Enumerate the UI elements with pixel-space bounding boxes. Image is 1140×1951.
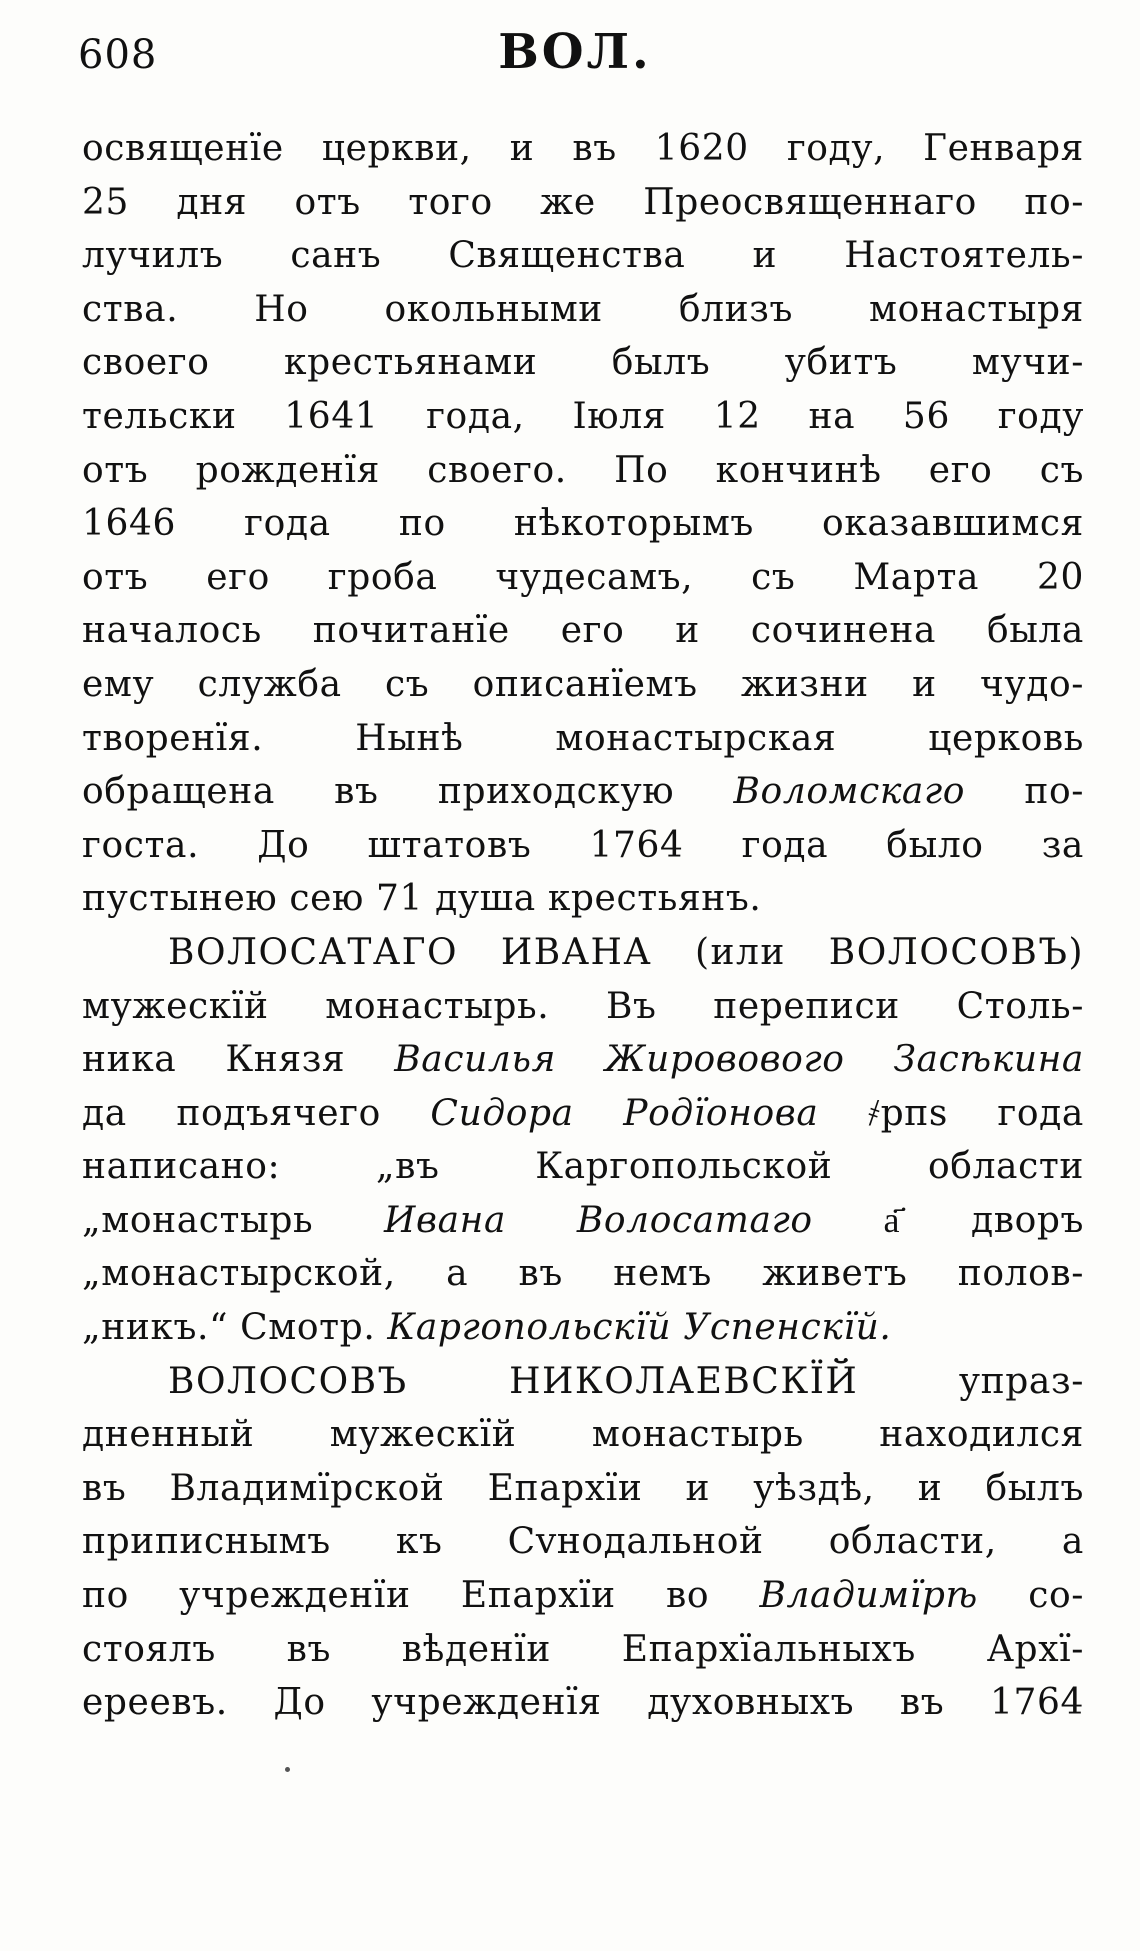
text-line — [82, 1623, 1084, 1677]
text-segment: тельски 1641 года, Iюля 12 на 56 году — [82, 395, 1084, 437]
text-segment: а҃ дворъ — [812, 1199, 1084, 1241]
text-line — [82, 176, 1084, 230]
text-line — [82, 1087, 1084, 1141]
italic-text-segment: Владимїрѣ — [759, 1575, 978, 1617]
text-segment: освященїе церкви, и въ 1620 году, Генваря — [82, 128, 1084, 169]
text-segment: со- — [977, 1575, 1084, 1617]
text-line — [82, 1462, 1084, 1516]
page-number: 608 — [78, 32, 158, 78]
text-segment: 1646 года по нѣкоторымъ оказавшимся — [82, 503, 1084, 545]
text-segment: приписнымъ къ Сvнодальной области, а — [82, 1521, 1084, 1563]
italic-text-segment: Каргопольскїй Успенскїй. — [387, 1307, 892, 1349]
print-speck — [285, 1767, 290, 1772]
text-line — [82, 1569, 1084, 1623]
italic-text-segment: Василья Жировового Засѣкина — [394, 1039, 1084, 1081]
text-line — [82, 1355, 1084, 1409]
text-segment: „монастырь — [82, 1199, 385, 1241]
running-head-title: ВОЛ. — [498, 24, 652, 80]
text-segment: отъ его гроба чудесамъ, съ Марта 20 — [82, 556, 1084, 598]
text-segment: да подъячего — [82, 1092, 431, 1134]
text-line — [82, 1247, 1084, 1301]
text-segment: ереевъ. До учрежденїя духовныхъ въ 1764 — [82, 1682, 1084, 1724]
running-head — [70, 18, 1080, 88]
text-segment: госта. До штатовъ 1764 года было за — [82, 824, 1084, 866]
body-text — [82, 122, 1084, 1730]
text-line — [82, 658, 1084, 712]
text-line — [82, 283, 1084, 337]
text-segment: 25 дня отъ того же Преосвященнаго по- — [82, 181, 1084, 223]
text-segment: творенїя. Нынѣ монастырская церковь — [82, 717, 1084, 759]
text-segment: въ Владимїрской Епархїи и уѣздѣ, и былъ — [82, 1467, 1084, 1509]
text-segment: лучилъ санъ Священства и Настоятель- — [82, 235, 1084, 277]
text-line — [82, 1301, 1084, 1355]
text-line — [82, 1033, 1084, 1087]
text-segment: написано: „въ Каргопольской области — [82, 1146, 1084, 1188]
text-segment: по учрежденїи Епархїи во — [82, 1575, 760, 1617]
text-line — [82, 980, 1084, 1034]
text-line — [82, 604, 1084, 658]
italic-text-segment: Ивана Волосатаго — [384, 1199, 813, 1241]
text-segment: ему служба съ описанїемъ жизни и чудо- — [82, 663, 1084, 705]
text-line — [82, 926, 1084, 980]
text-segment: обращена въ приходскую — [82, 771, 734, 813]
text-segment: ника Князя — [82, 1039, 395, 1081]
text-line — [82, 497, 1084, 551]
text-line — [82, 1676, 1084, 1730]
italic-text-segment: Сидора Родїонова — [430, 1092, 819, 1134]
italic-text-segment: Воломскаго — [733, 771, 966, 813]
text-segment: отъ рожденїя своего. По кончинѣ его съ — [82, 449, 1084, 491]
text-line — [82, 390, 1084, 444]
text-line — [82, 1408, 1084, 1462]
text-line — [82, 444, 1084, 498]
text-line — [82, 1194, 1084, 1248]
text-segment: упраз- — [858, 1360, 1084, 1402]
text-segment: своего крестьянами былъ убитъ мучи- — [82, 342, 1084, 384]
text-line — [82, 712, 1084, 766]
text-line — [82, 1140, 1084, 1194]
text-segment: „никъ.“ Смотр. — [82, 1307, 388, 1349]
text-segment: ҂рпѕ года — [818, 1092, 1085, 1134]
text-segment: пустынею сею 71 душа крестьянъ. — [82, 878, 762, 920]
text-line — [82, 336, 1084, 390]
text-segment: „монастырской, а въ немъ живетъ полов- — [82, 1253, 1084, 1295]
entry-heading: ВОЛОСАТАГО ИВАНА (или ВОЛОСОВЪ) — [168, 931, 1084, 973]
entry-heading: ВОЛОСОВЪ НИКОЛАЕВСКЇЙ — [168, 1360, 859, 1402]
text-segment: ства. Но окольными близъ монастыря — [82, 288, 1084, 330]
text-line — [82, 229, 1084, 283]
text-segment: мужескїй монастырь. Въ переписи Столь- — [82, 985, 1084, 1027]
text-line — [82, 551, 1084, 605]
text-line — [82, 1515, 1084, 1569]
text-segment: дненный мужескїй монастырь находился — [82, 1414, 1084, 1456]
text-line — [82, 872, 1084, 926]
text-line — [82, 819, 1084, 873]
text-segment: началось почитанїе его и сочинена была — [82, 610, 1084, 652]
text-line — [82, 122, 1084, 176]
text-segment: по- — [965, 771, 1084, 813]
text-line — [82, 765, 1084, 819]
text-segment: стоялъ въ вѣденїи Епархїальныхъ Архї- — [82, 1628, 1084, 1670]
